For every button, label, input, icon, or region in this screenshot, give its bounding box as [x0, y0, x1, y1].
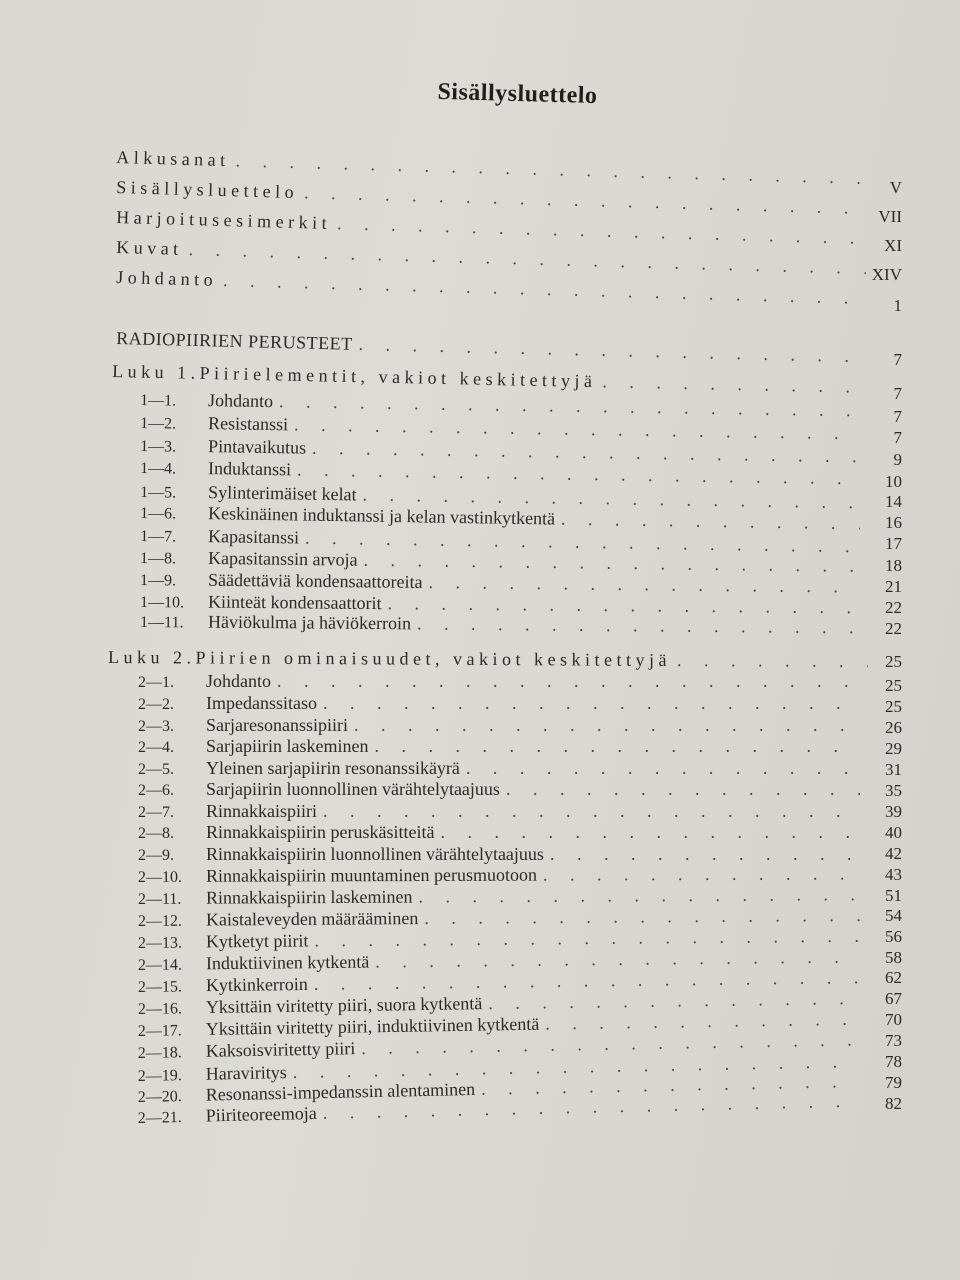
page-number: 21 — [885, 577, 902, 596]
page-number: 42 — [885, 844, 902, 863]
chapter-title: Piirien ominaisuudet, vakiot keskitettyjä — [195, 647, 672, 670]
leader-dots — [369, 947, 860, 970]
section-number: 1—11. — [140, 614, 184, 632]
section-title: Induktanssi — [207, 458, 292, 480]
leader-dots — [317, 694, 860, 712]
section-title: Kytketyt piirit — [205, 930, 309, 952]
page-number: 73 — [885, 1031, 902, 1050]
page-title: Sisällysluettelo — [437, 78, 598, 110]
leader-dots — [368, 737, 860, 755]
toc-entry-front — [116, 268, 866, 307]
page-number: 82 — [885, 1094, 902, 1113]
page-number: 16 — [885, 513, 902, 532]
section-number: 2—2. — [138, 696, 174, 713]
page-number: 79 — [885, 1073, 902, 1092]
toc-section — [138, 737, 860, 756]
leader-dots — [539, 1010, 860, 1033]
section-number: 1—7. — [140, 528, 177, 546]
section-number: 2—3. — [138, 718, 174, 735]
toc-entry-label: Harjoitusesimerkit — [115, 207, 332, 234]
section-number: 2—21. — [137, 1109, 182, 1127]
section-title: Impedanssitaso — [206, 693, 317, 713]
leader-dots — [411, 614, 860, 636]
page-number: 39 — [885, 802, 902, 821]
leader-dots — [317, 802, 860, 820]
page-number: 26 — [885, 718, 902, 737]
page-number: 7 — [893, 428, 902, 447]
leader-dots — [418, 906, 860, 927]
page-number: 56 — [885, 927, 902, 946]
section-title: Kapasitanssin arvoja — [207, 547, 358, 570]
section-title: Säädettäviä kondensaattoreita — [207, 569, 423, 592]
leader-dots — [544, 845, 860, 863]
page-number: 62 — [885, 968, 902, 987]
section-title: Yksittäin viritetty piiri, induktiivinen kytkentä — [205, 1013, 540, 1039]
toc-section — [138, 694, 860, 713]
section-title: Piiriteoreemoja — [205, 1102, 317, 1126]
section-number: 1—4. — [140, 460, 177, 478]
section-title: Rinnakkaispiirin muuntaminen perusmuotoon — [205, 864, 537, 886]
page-number: 43 — [885, 865, 902, 884]
section-number: 2—4. — [138, 739, 174, 756]
page-number: 51 — [885, 886, 902, 905]
page-number: 78 — [885, 1052, 902, 1071]
page-number: 29 — [885, 739, 902, 758]
section-title: Yksittäin viritetty piiri, suora kytkentä — [205, 993, 483, 1018]
section-title: Rinnakkaispiirin laskeminen — [205, 886, 413, 908]
leader-dots — [331, 214, 866, 247]
section-title: Yleinen sarjapiirin resonanssikäyrä — [206, 758, 460, 778]
section-number: 1—1. — [140, 392, 177, 410]
page-number: 9 — [893, 450, 902, 469]
page-number: 40 — [885, 823, 902, 842]
page-number: 14 — [885, 492, 902, 511]
page-number: 35 — [885, 781, 902, 800]
section-title: Häviökulma ja häviökerroin — [207, 611, 412, 634]
toc-section — [138, 672, 860, 691]
section-number: 2—16. — [137, 1000, 182, 1018]
page-number: 54 — [885, 906, 902, 925]
page-number: 25 — [885, 697, 902, 716]
toc-section — [138, 802, 860, 821]
section-title: Kytkinkerroin — [205, 973, 308, 996]
leader-dots — [348, 716, 860, 734]
toc-entry-label: Alkusanat — [115, 147, 230, 171]
section-number: 1—10. — [140, 594, 185, 612]
page-number: 67 — [885, 989, 902, 1008]
page-number: XIV — [871, 265, 902, 284]
section-title: Rinnakkaispiirin luonnollinen värähtelytaajuus — [206, 844, 544, 864]
section-title: Rinnakkaispiiri — [206, 801, 317, 821]
leader-dots — [671, 651, 868, 670]
section-title: Kapasitanssi — [207, 526, 300, 548]
page-number: 70 — [885, 1010, 902, 1029]
page-number: 58 — [885, 948, 902, 967]
section-title: Rinnakkaispiirin peruskäsitteitä — [206, 822, 435, 842]
section-number: 2—15. — [137, 978, 182, 996]
section-title: Induktiivinen kytkentä — [205, 951, 370, 974]
section-number: 2—5. — [138, 761, 174, 778]
toc-section — [138, 906, 860, 930]
section-number: 1—9. — [140, 572, 177, 590]
section-number: 2—18. — [137, 1044, 182, 1062]
chapter-label: Luku 2. — [107, 647, 196, 668]
toc-part-heading — [116, 329, 866, 365]
page-number: 10 — [885, 472, 902, 491]
toc-chapter-heading — [108, 648, 868, 670]
section-title: Sarjapiirin laskeminen — [206, 736, 369, 756]
toc-section — [138, 823, 860, 842]
section-title: Kaistaleveyden määrääminen — [205, 908, 419, 930]
chapter-label: Luku 1. — [111, 361, 200, 383]
leader-dots — [434, 823, 860, 841]
toc-section — [138, 845, 860, 864]
page-number: 7 — [893, 350, 902, 369]
section-number: 2—13. — [137, 934, 182, 952]
toc-section — [138, 780, 860, 799]
leader-dots — [555, 510, 860, 533]
page-number: 22 — [885, 598, 902, 617]
section-number: 2—11. — [137, 890, 182, 908]
section-title: Sarjaresonanssipiiri — [206, 715, 348, 735]
section-title: Johdanto — [206, 671, 271, 691]
toc-entry-label: Sisällysluettelo — [115, 177, 299, 203]
leader-dots — [460, 759, 860, 777]
section-title: Resonanssi-impedanssin alentaminen — [205, 1078, 476, 1105]
page-number: 18 — [885, 556, 902, 575]
leader-dots — [412, 885, 860, 905]
section-number: 2—14. — [137, 956, 182, 974]
leader-dots — [500, 780, 860, 798]
section-title: Resistanssi — [207, 413, 289, 435]
part-label: RADIOPIIRIEN PERUSTEET — [115, 328, 353, 354]
page-number: 7 — [893, 407, 902, 426]
section-number: 1—3. — [140, 438, 177, 456]
leader-dots — [229, 151, 866, 187]
leader-dots — [273, 392, 860, 419]
toc-section — [138, 864, 860, 886]
leader-dots — [288, 415, 860, 442]
section-title: Sylinterimäiset kelat — [207, 482, 357, 505]
section-number: 2—8. — [138, 825, 174, 842]
toc-section — [138, 716, 860, 735]
section-number: 2—7. — [138, 804, 174, 821]
page-number: V — [889, 178, 902, 197]
page-number: 1 — [893, 296, 902, 315]
section-number: 1—5. — [140, 484, 177, 502]
page-number: 7 — [893, 384, 902, 403]
page-number: 25 — [885, 652, 902, 671]
leader-dots — [308, 927, 860, 950]
section-title: Haraviritys — [205, 1062, 287, 1084]
section-title: Kiinteät kondensaattorit — [207, 591, 382, 614]
section-number: 2—20. — [137, 1088, 182, 1106]
page-number: 31 — [885, 760, 902, 779]
leader-dots — [182, 240, 866, 277]
page-number: XI — [884, 236, 902, 255]
section-title: Keskinäinen induktanssi ja kelan vastinkytkentä — [207, 503, 556, 529]
section-title: Pintavaikutus — [207, 436, 307, 458]
page-number: VII — [878, 207, 902, 226]
section-number: 2—17. — [137, 1022, 182, 1040]
section-title: Kaksoisviritetty piiri — [205, 1038, 356, 1061]
leader-dots — [537, 864, 860, 883]
toc-entry-label: Kuvat — [115, 237, 184, 259]
leader-dots — [482, 989, 860, 1012]
page-number: 25 — [885, 676, 902, 695]
section-title: Sarjapiirin luonnollinen värähtelytaajuus — [206, 779, 500, 799]
section-number: 2—10. — [137, 868, 182, 886]
section-number: 1—8. — [140, 550, 177, 568]
leader-dots — [596, 372, 867, 396]
toc-section — [138, 759, 860, 778]
section-number: 1—2. — [140, 415, 177, 433]
leader-dots — [298, 183, 866, 217]
section-number: 2—9. — [138, 847, 174, 864]
page-number: 22 — [885, 619, 902, 638]
toc-section — [138, 885, 860, 908]
toc-entry-label: Johdanto — [115, 267, 218, 290]
page-number: 17 — [885, 534, 902, 553]
section-number: 2—19. — [137, 1067, 182, 1085]
section-number: 2—12. — [137, 912, 182, 930]
leader-dots — [422, 573, 860, 596]
section-title: Johdanto — [207, 390, 274, 412]
leader-dots — [381, 594, 860, 616]
leader-dots — [217, 271, 866, 307]
leader-dots — [271, 672, 860, 690]
chapter-title: Piirielementit, vakiot keskitettyjä — [199, 362, 597, 392]
section-number: 2—1. — [138, 674, 174, 691]
section-number: 2—6. — [138, 782, 174, 799]
leader-dots — [352, 335, 866, 366]
section-number: 1—6. — [140, 505, 177, 523]
